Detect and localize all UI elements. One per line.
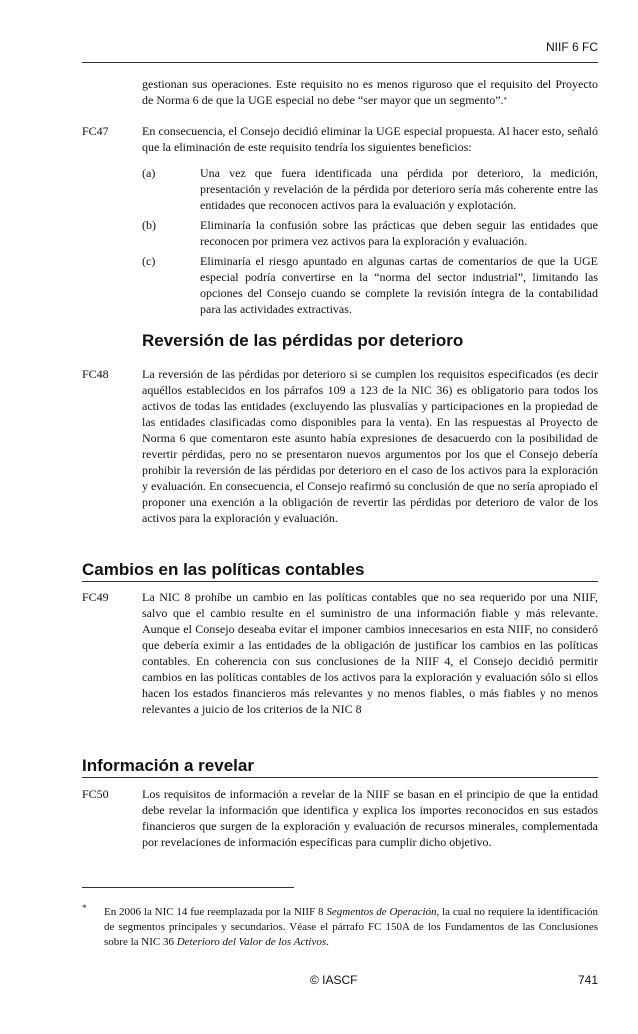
footnote-title-1: Segmentos de Operación <box>326 906 437 918</box>
paragraph-number: FC48 <box>82 367 109 381</box>
footnote-star: * <box>82 903 87 913</box>
copyright: © IASCF <box>310 973 358 987</box>
footnote <box>82 905 598 950</box>
paragraph-text: La NIC 8 prohíbe un cambio en las políticas contables que no sea requerido por una NIIF, salvo que el cambio resulte en el suministro de una información fiable y más relevante. Aunque el Consejo deseaba evitar el imponer cambios innecesarios en esta NIIF, no consideró que debería eximir a las entidades de la obligación de justificar los cambios en las políticas contables. En coherencia con sus conclusiones de la NIIF 4, el Consejo decidió permitir cambios en las políticas contables de los activos para la exploración y evaluación sólo si ellos hacen los estados financieros más relevantes y no menos fiables, o más fiables y no menos relevantes a juicio de los criterios de la NIC 8 <box>142 590 598 716</box>
paragraph-text: La reversión de las pérdidas por deterioro si se cumplen los requisitos especificados (es decir aquéllos establecidos en los párrafos 109 a 123 de la NIC 36) es obligatorio para todos los activos de todas las entidades (excluyendo las plusvalías y participaciones en la propiedad de las entidades clasificadas como disponibles para la venta). En las respuestas al Proyecto de Norma 6 que comentaron este asunto había expresiones de desacuerdo con la posibilidad de revertir pérdidas, pero no se presentaron nuevos argumentos por los que el Consejo debería prohibir la reversión de las pérdidas por deterioro en el caso de los activos para la exploración y evaluación. En consecuencia, el Consejo reafirmó su conclusión de que no sería apropiado el proponer una exención a la obligación de revertir las pérdidas por deterioro de valor de los activos para la exploración y evaluación. <box>142 367 598 525</box>
footnote-text-3: . <box>326 936 329 948</box>
paragraph-number: FC50 <box>82 787 109 801</box>
paragraph-fc48 <box>82 366 598 526</box>
fc46-text: gestionan sus operaciones. Este requisito no es menos riguroso que el requisito del Proyecto de Norma 6 de que la UGE especial no debe “ser mayor que un segmento”. <box>142 77 598 107</box>
paragraph-text: Los requisitos de información a revelar de la NIIF se basan en el principio de que la entidad debe revelar la información que identifica y explica los importes reconocidos en sus estados financieros que surgen de la exploración y evaluación de recursos minerales, complementada por revelaciones de información específicas para cumplir dicho objetivo. <box>142 787 598 849</box>
page-number: 741 <box>577 973 598 987</box>
list-item-label: (b) <box>142 218 156 232</box>
list-item-text: Eliminaría la confusión sobre las prácticas que deben seguir las entidades que reconocen por primera vez activos para la exploración y evaluación. <box>200 218 598 248</box>
paragraph-text: En consecuencia, el Consejo decidió eliminar la UGE especial propuesta. Al hacer esto, señaló que la eliminación de este requisito tendría los siguientes beneficios: <box>142 124 598 154</box>
list-item-label: (a) <box>142 166 156 180</box>
fc46-continuation <box>142 76 598 108</box>
footnote-rule <box>82 887 294 888</box>
list-item-label: (c) <box>142 254 156 268</box>
header-rule <box>82 62 598 63</box>
paragraph-fc47 <box>82 123 598 155</box>
paragraph-number: FC47 <box>82 124 109 138</box>
list-item-b <box>142 217 598 249</box>
list-item-a <box>142 165 598 213</box>
paragraph-fc49 <box>82 589 598 717</box>
paragraph-fc50 <box>82 786 598 850</box>
list-item-text: Eliminaría el riesgo apuntado en algunas cartas de comentarios de que la UGE especial podría convertirse en la “norma del sector industrial”, limitando las opciones del Consejo cuando se complete la revisión íntegra de la contabilidad para las actividades extractivas. <box>200 254 598 316</box>
list-item-c <box>142 253 598 317</box>
footnote-text-2: , la cual no requiere la identificación de segmentos principales y secundarios. Véase el párrafo FC 150A de los Fundamentos de las Conclusiones sobre la NIC 36 <box>104 906 599 948</box>
section-heading-reversion: Reversión de las pérdidas por deterioro <box>142 331 464 350</box>
paragraph-number: FC49 <box>82 590 109 604</box>
running-header: NIIF 6 FC <box>545 40 598 54</box>
footnote-title-2: Deterioro del Valor de los Activos <box>176 936 327 948</box>
footnote-marker: * <box>503 96 508 104</box>
section-heading-cambios: Cambios en las políticas contables <box>82 560 598 582</box>
list-item-text: Una vez que fuera identificada una pérdida por deterioro, la medición, presentación y revelación de la pérdida por deterioro sería más coherente entre las entidades que reconocen activos para la evaluación y explotación. <box>200 166 598 212</box>
footnote-text-1: En 2006 la NIC 14 fue reemplazada por la NIIF 8 <box>104 906 327 918</box>
section-heading-info: Información a revelar <box>82 756 598 778</box>
